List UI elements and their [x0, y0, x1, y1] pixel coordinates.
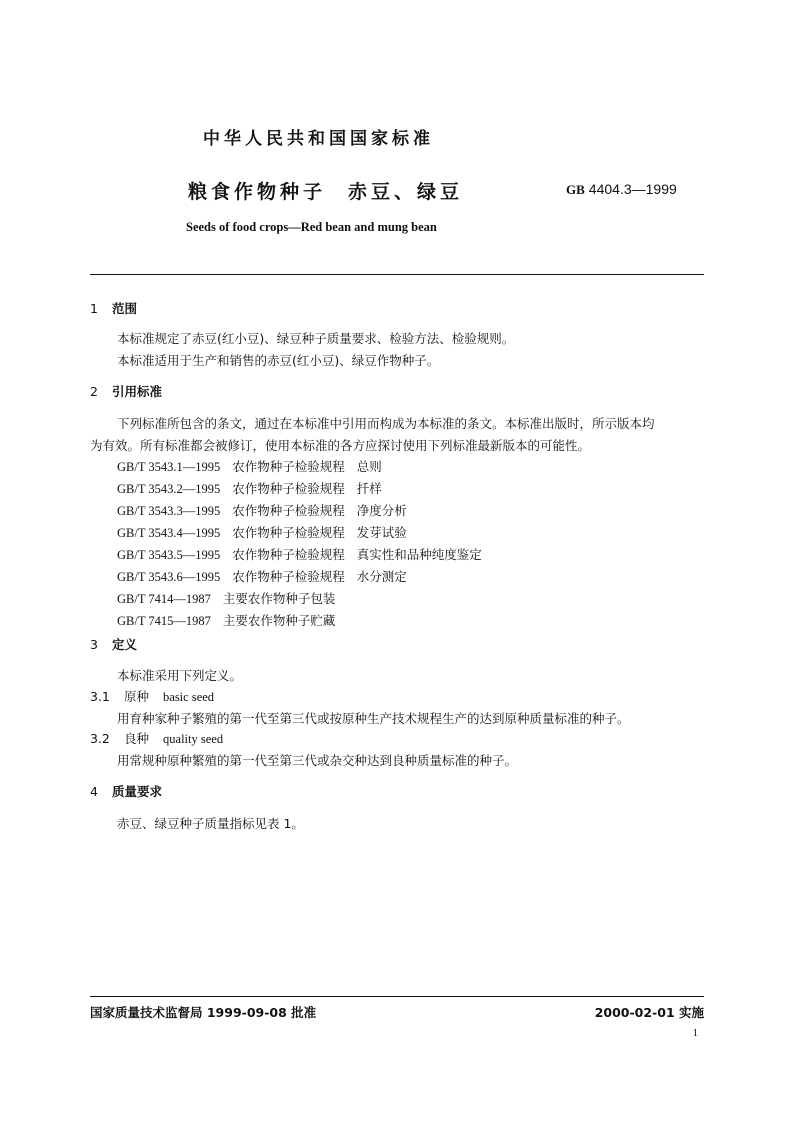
section-number: 2	[90, 384, 98, 399]
section-1-heading	[90, 299, 137, 317]
reference-part: 水分测定	[356, 569, 407, 584]
standard-code-number: 4404.3—1999	[588, 181, 677, 197]
national-standard-heading: 中华人民共和国国家标准	[203, 129, 434, 149]
section-number: 4	[90, 784, 98, 799]
document-title-en: Seeds of food crops—Red bean and mung bean	[186, 220, 437, 234]
definition-term-en: basic seed	[163, 690, 215, 704]
reference-part: 发芽试验	[356, 525, 407, 540]
section-1-paragraph-2: 本标准适用于生产和销售的赤豆(红小豆)、绿豆作物种子。	[117, 353, 440, 368]
section-2-heading	[90, 382, 162, 400]
reference-code: GB/T 3543.6—1995	[117, 570, 221, 584]
title-cn-part1: 粮食作物种子	[188, 181, 327, 203]
section-4-paragraph: 赤豆、绿豆种子质量指标见表 1。	[117, 816, 304, 831]
section-1-paragraph-1: 本标准规定了赤豆(红小豆)、绿豆种子质量要求、检验方法、检验规则。	[117, 331, 515, 346]
section-2-paragraph-line-2: 为有效。所有标准都会被修订，使用本标准的各方应探讨使用下列标准最新版本的可能性。	[90, 438, 591, 453]
reference-code: GB/T 3543.1—1995	[117, 460, 221, 474]
reference-item	[117, 589, 335, 607]
standard-code	[566, 181, 677, 198]
bottom-divider	[90, 996, 704, 997]
definition-term: 原种	[124, 689, 150, 704]
section-title: 质量要求	[112, 784, 163, 799]
reference-item	[117, 523, 407, 541]
reference-item	[117, 545, 482, 563]
section-4-heading	[90, 782, 162, 800]
section-2-paragraph-line-1: 下列标准所包含的条文，通过在本标准中引用而构成为本标准的条文。本标准出版时，所示版本均	[117, 416, 655, 431]
reference-part: 净度分析	[356, 503, 407, 518]
section-title: 范围	[112, 301, 138, 316]
section-title: 定义	[112, 637, 138, 652]
definition-3-2-heading	[90, 729, 223, 747]
definition-3-1-heading	[90, 687, 214, 705]
reference-name: 农作物种子检验规程	[232, 547, 345, 562]
reference-name: 农作物种子检验规程	[232, 525, 345, 540]
reference-name: 农作物种子检验规程	[232, 569, 345, 584]
reference-name: 主要农作物种子贮藏	[222, 613, 336, 628]
definition-term-en: quality seed	[163, 732, 224, 746]
definition-number: 3.2	[90, 731, 110, 746]
reference-part: 扦样	[356, 481, 382, 496]
reference-code: GB/T 3543.2—1995	[117, 482, 221, 496]
top-divider	[90, 274, 704, 275]
document-title-cn	[188, 177, 463, 204]
reference-item	[117, 457, 382, 475]
section-number: 1	[90, 301, 98, 316]
reference-code: GB/T 3543.4—1995	[117, 526, 221, 540]
section-3-heading	[90, 635, 137, 653]
reference-code: GB/T 7415—1987	[117, 614, 211, 628]
reference-name: 主要农作物种子包装	[222, 591, 336, 606]
reference-code: GB/T 7414—1987	[117, 592, 211, 606]
reference-item	[117, 567, 407, 585]
reference-part: 总则	[356, 459, 382, 474]
definition-term: 良种	[124, 731, 150, 746]
reference-code: GB/T 3543.5—1995	[117, 548, 221, 562]
reference-code: GB/T 3543.3—1995	[117, 504, 221, 518]
reference-name: 农作物种子检验规程	[232, 459, 345, 474]
definition-3-1-text: 用育种家种子繁殖的第一代至第三代或按原种生产技术规程生产的达到原种质量标准的种子。	[117, 711, 630, 726]
page-number: 1	[692, 1027, 698, 1039]
implementation-line: 2000-02-01 实施	[594, 1005, 704, 1020]
section-number: 3	[90, 637, 98, 652]
section-3-paragraph: 本标准采用下列定义。	[117, 668, 243, 683]
reference-part: 真实性和品种纯度鉴定	[356, 547, 482, 562]
title-cn-part2: 赤豆、绿豆	[348, 181, 464, 203]
reference-name: 农作物种子检验规程	[232, 503, 345, 518]
definition-3-2-text: 用常规种原种繁殖的第一代至第三代或杂交种达到良种质量标准的种子。	[117, 753, 518, 768]
standard-code-prefix: GB	[566, 182, 585, 197]
approval-line: 国家质量技术监督局 1999-09-08 批准	[90, 1005, 317, 1020]
reference-item	[117, 611, 335, 629]
section-title: 引用标准	[112, 384, 163, 399]
reference-item	[117, 479, 382, 497]
definition-number: 3.1	[90, 689, 110, 704]
reference-item	[117, 501, 407, 519]
reference-name: 农作物种子检验规程	[232, 481, 345, 496]
